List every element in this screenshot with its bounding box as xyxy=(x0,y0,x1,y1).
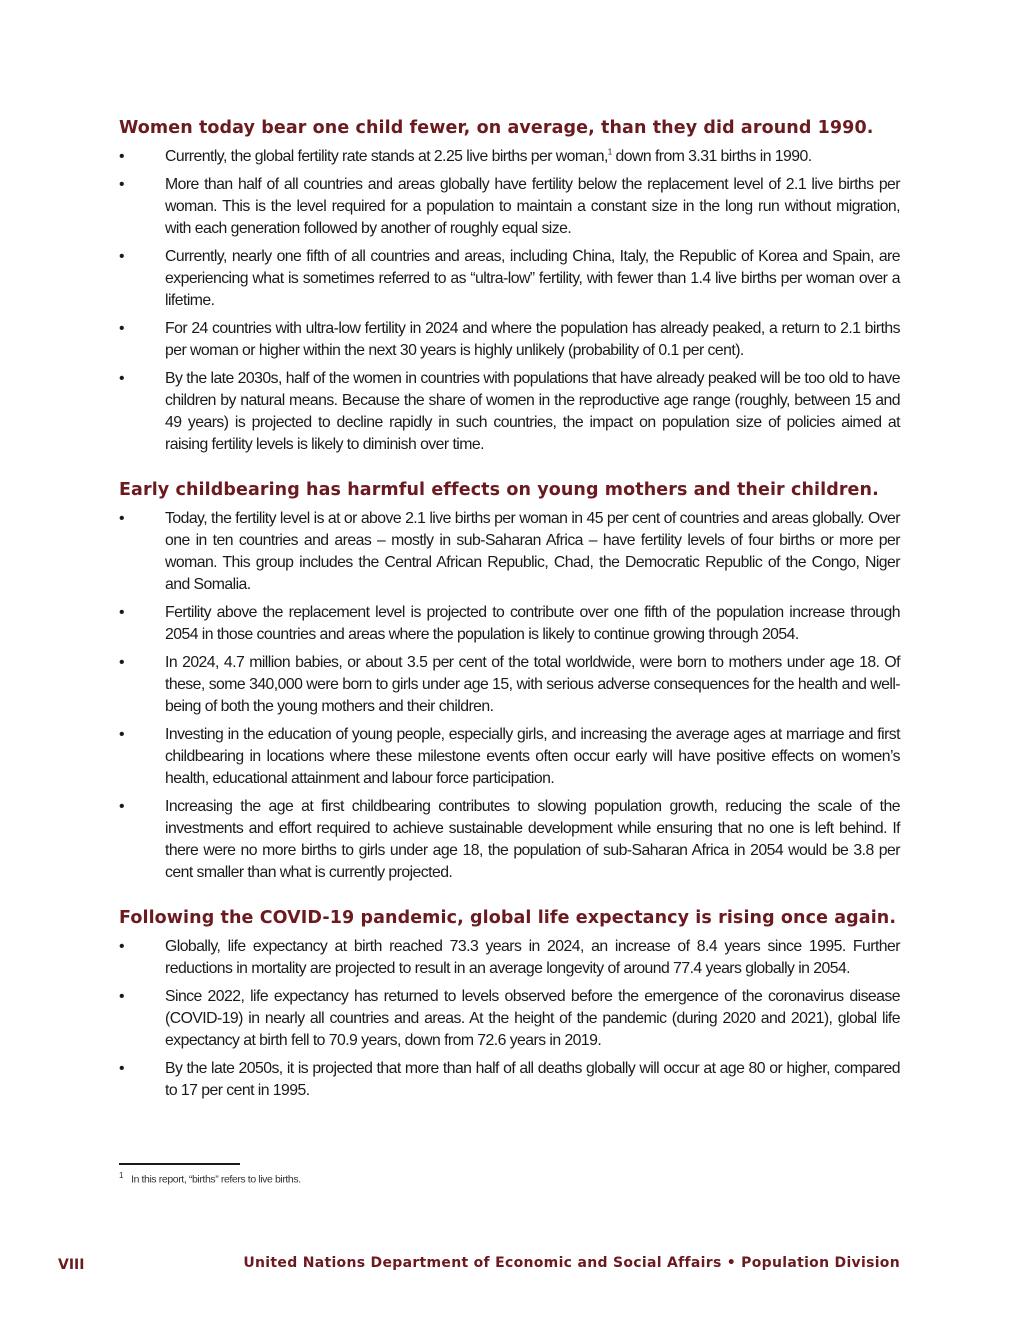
list-item xyxy=(119,1058,900,1102)
section-heading: Early childbearing has harmful effects on young mothers and their children. xyxy=(119,480,879,500)
list-item-text: By the late 2050s, it is projected that more than half of all deaths globally will occur at age 80 or higher, compared to 17 per cent in 1995. xyxy=(165,1060,900,1099)
list-item-text: Since 2022, life expectancy has returned to levels observed before the emergence of the coronavirus disease (COVID-19) in nearly all countries and areas. At the height of the pandemic (during 2020 and 2021), global life expectancy at birth fell to 70.9 years, down from 72.6 years in 2019. xyxy=(165,988,900,1049)
footnote xyxy=(119,1171,301,1186)
list-item-text: Fertility above the replacement level is projected to contribute over one fifth of the population increase through 2054 in those countries and areas where the population is likely to continue growing through 2054. xyxy=(165,604,900,643)
bullet-icon: • xyxy=(119,510,124,527)
bullet-list xyxy=(119,508,900,884)
list-item-text: In 2024, 4.7 million babies, or about 3.5 per cent of the total worldwide, were born to mothers under age 18. Of these, some 340,000 were born to girls under age 15, with serious adverse consequences for the health and well-being of both the young mothers and their children. xyxy=(165,654,900,715)
section-fertility xyxy=(119,117,900,456)
bullet-icon: • xyxy=(119,370,124,387)
list-item-text: More than half of all countries and areas globally have fertility below the replacement level of 2.1 live births per woman. This is the level required for a population to maintain a constant size in the long run without migration, with each generation followed by another of roughly equal size. xyxy=(165,176,900,237)
bullet-icon: • xyxy=(119,604,124,621)
footer-text: United Nations Department of Economic and Social Affairs • Population Division xyxy=(243,1255,900,1271)
footnote-number: 1 xyxy=(119,1171,124,1180)
list-item-text: Today, the fertility level is at or above 2.1 live births per woman in 45 per cent of countries and areas globally. Over one in ten countries and areas – mostly in sub-Saharan Africa – have fertility levels of four births or more per woman. This group includes the Central African Republic, Chad, the Democratic Republic of the Congo, Niger and Somalia. xyxy=(165,510,900,593)
bullet-icon: • xyxy=(119,938,124,955)
page-number: VIII xyxy=(58,1257,85,1273)
list-item-text: For 24 countries with ultra-low fertility in 2024 and where the population has already peaked, a return to 2.1 births per woman or higher within the next 30 years is highly unlikely (probability of 0.1 per cent). xyxy=(165,320,900,359)
list-item xyxy=(119,796,900,884)
list-item-text: Increasing the age at first childbearing contributes to slowing population growth, reducing the scale of the investments and effort required to achieve sustainable development while ensuring that no one is left behind. If there were no more births to girls under age 18, the population of sub-Saharan Africa in 2054 would be 3.8 per cent smaller than what is currently projected. xyxy=(165,798,900,881)
list-item-text: By the late 2030s, half of the women in countries with populations that have already peaked will be too old to have children by natural means. Because the share of women in the reproductive age range (roughly, between 15 and 49 years) is projected to decline rapidly in such countries, the impact on population size of policies aimed at raising fertility levels is likely to diminish over time. xyxy=(165,370,900,453)
list-item-text-tail: down from 3.31 births in 1990. xyxy=(611,148,812,165)
bullet-icon: • xyxy=(119,148,124,165)
list-item xyxy=(119,146,900,168)
section-life-expectancy xyxy=(119,907,900,1102)
list-item xyxy=(119,246,900,312)
footnote-divider xyxy=(119,1163,240,1165)
bullet-icon: • xyxy=(119,248,124,265)
section-early-childbearing xyxy=(119,479,900,884)
list-item xyxy=(119,986,900,1052)
bullet-icon: • xyxy=(119,176,124,193)
bullet-list xyxy=(119,146,900,456)
section-heading: Following the COVID-19 pandemic, global life expectancy is rising once again. xyxy=(119,908,897,928)
bullet-icon: • xyxy=(119,320,124,337)
list-item xyxy=(119,724,900,790)
bullet-icon: • xyxy=(119,988,124,1005)
bullet-list xyxy=(119,936,900,1102)
list-item-text: Globally, life expectancy at birth reached 73.3 years in 2024, an increase of 8.4 years since 1995. Further reductions in mortality are projected to result in an average longevity of around 77.4 years globally in 2054. xyxy=(165,938,900,977)
bullet-icon: • xyxy=(119,654,124,671)
bullet-icon: • xyxy=(119,798,124,815)
section-heading: Women today bear one child fewer, on average, than they did around 1990. xyxy=(119,118,874,138)
main-content xyxy=(119,117,900,1125)
list-item-text: Investing in the education of young people, especially girls, and increasing the average ages at marriage and first childbearing in locations where these milestone events often occur early will have positive effects on women’s health, educational attainment and labour force participation. xyxy=(165,726,900,787)
list-item xyxy=(119,652,900,718)
list-item xyxy=(119,602,900,646)
list-item xyxy=(119,508,900,596)
footnote-ref[interactable]: 1 xyxy=(607,147,612,157)
list-item xyxy=(119,318,900,362)
list-item xyxy=(119,174,900,240)
list-item xyxy=(119,368,900,456)
bullet-icon: • xyxy=(119,1060,124,1077)
list-item-text: Currently, nearly one fifth of all countries and areas, including China, Italy, the Republic of Korea and Spain, are experiencing what is sometimes referred to as “ultra-low” fertility, with fewer than 1.4 live births per woman over a lifetime. xyxy=(165,248,900,309)
bullet-icon: • xyxy=(119,726,124,743)
list-item-text: Currently, the global fertility rate stands at 2.25 live births per woman, xyxy=(165,148,608,165)
list-item xyxy=(119,936,900,980)
footnote-text: In this report, “births” refers to live births. xyxy=(131,1173,301,1186)
